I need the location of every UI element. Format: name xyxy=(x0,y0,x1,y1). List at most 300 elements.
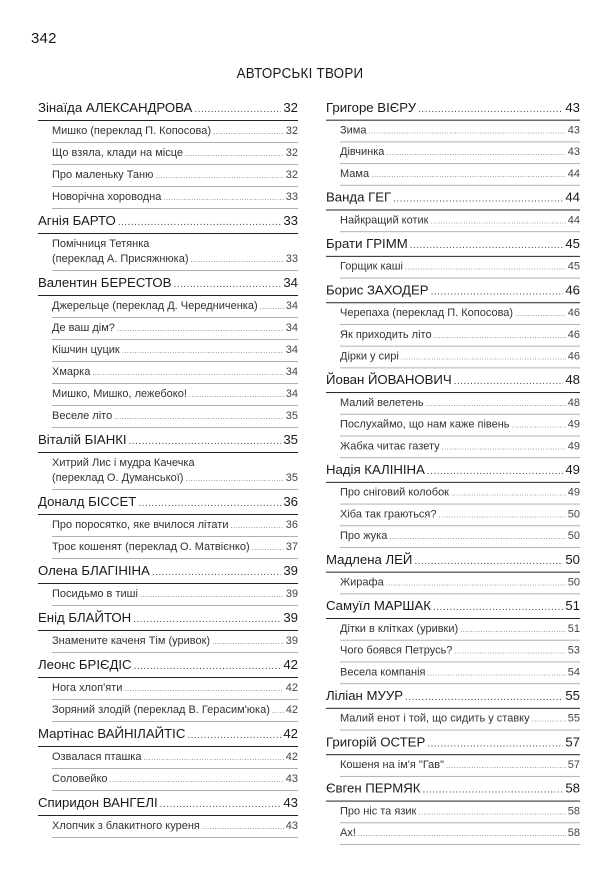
work-title-row xyxy=(52,124,298,139)
leader-dots xyxy=(194,98,281,122)
work-title-row xyxy=(340,213,580,228)
work-title: Хмарка xyxy=(52,366,91,378)
work-title-row xyxy=(52,409,298,424)
author-entry xyxy=(38,559,298,606)
author-line[interactable] xyxy=(326,731,580,756)
work-entry[interactable] xyxy=(340,483,580,505)
author-name: Ванда ГЕГ xyxy=(326,189,392,205)
work-entry[interactable] xyxy=(52,340,298,362)
work-title-row xyxy=(340,712,580,727)
work-title-row xyxy=(340,508,580,523)
author-name: Агнія БАРТО xyxy=(38,213,116,228)
work-entry[interactable] xyxy=(340,325,580,347)
work-title-row xyxy=(52,540,298,555)
work-entry[interactable] xyxy=(340,823,580,845)
leader-dots xyxy=(405,260,566,275)
work-page-number: 53 xyxy=(567,644,580,657)
work-entry[interactable] xyxy=(52,747,298,769)
leader-dots xyxy=(451,486,566,501)
work-title-row xyxy=(52,587,298,602)
work-entry[interactable] xyxy=(52,384,298,406)
leader-dots xyxy=(442,439,566,454)
leader-dots xyxy=(433,596,563,620)
work-page-number: 34 xyxy=(285,366,298,378)
work-entry[interactable] xyxy=(52,678,298,700)
author-name: Спиридон ВАНГЕЛІ xyxy=(38,795,158,810)
author-line[interactable] xyxy=(38,559,298,584)
leader-dots xyxy=(389,529,565,544)
author-entry xyxy=(326,96,580,186)
leader-dots xyxy=(152,561,281,585)
work-page-number: 34 xyxy=(285,322,298,334)
author-entry xyxy=(326,594,580,684)
work-title-row xyxy=(52,299,298,314)
work-entry[interactable] xyxy=(340,662,580,684)
author-name: Олена БЛАГІНІНА xyxy=(38,563,150,578)
author-line[interactable] xyxy=(38,271,298,296)
work-entry[interactable] xyxy=(340,164,580,186)
work-title-row xyxy=(340,826,580,841)
author-entry xyxy=(326,232,580,278)
author-entry xyxy=(38,428,298,490)
work-page-number: 51 xyxy=(567,622,580,635)
author-line[interactable] xyxy=(38,606,298,631)
author-name: Зінаїда АЛЕКСАНДРОВА xyxy=(38,100,193,115)
author-line[interactable] xyxy=(326,548,580,573)
work-title-row xyxy=(52,252,298,267)
work-title: Що взяла, клади на місце xyxy=(52,147,183,159)
work-page-number: 42 xyxy=(285,704,298,716)
author-line[interactable] xyxy=(38,96,298,121)
work-title-row xyxy=(52,387,298,402)
works-list xyxy=(340,709,580,731)
work-title: Найкращий котик xyxy=(340,214,429,227)
work-page-number: 37 xyxy=(285,541,298,553)
work-entry[interactable] xyxy=(52,318,298,340)
work-title: Як приходить літо xyxy=(340,328,432,341)
work-entry[interactable] xyxy=(340,303,580,325)
work-page-number: 32 xyxy=(285,147,298,159)
works-list xyxy=(52,631,298,653)
work-title: Нога хлоп'яти xyxy=(52,682,123,694)
work-entry[interactable] xyxy=(52,769,298,791)
author-page-number: 36 xyxy=(283,494,298,509)
leader-dots xyxy=(368,124,565,139)
leader-dots xyxy=(427,665,565,680)
work-title-row xyxy=(52,819,298,834)
work-title: Кішчин цуцик xyxy=(52,344,120,356)
author-name: Євген ПЕРМЯК xyxy=(326,780,421,796)
leader-dots xyxy=(386,576,566,591)
author-line[interactable] xyxy=(38,722,298,747)
leader-dots xyxy=(439,508,566,523)
leader-dots xyxy=(230,518,283,533)
leader-dots xyxy=(138,492,281,516)
author-page-number: 51 xyxy=(565,598,580,614)
work-title: Про ніс та язик xyxy=(340,805,417,818)
works-list xyxy=(340,121,580,186)
work-title-row xyxy=(52,703,298,718)
work-page-number: 35 xyxy=(285,472,298,484)
toc-left-column xyxy=(38,96,298,838)
work-page-number: 50 xyxy=(567,508,580,521)
leader-dots xyxy=(185,146,284,161)
work-entry[interactable] xyxy=(340,709,580,731)
leader-dots xyxy=(393,188,563,212)
work-title: Ах! xyxy=(340,827,356,840)
author-name: Доналд БІССЕТ xyxy=(38,494,137,509)
work-entry[interactable] xyxy=(52,406,298,428)
leader-dots xyxy=(430,213,565,228)
work-entry[interactable] xyxy=(52,700,298,722)
work-title-row xyxy=(340,644,580,659)
work-entry[interactable] xyxy=(52,165,298,187)
leader-dots xyxy=(446,758,566,773)
work-title-row xyxy=(340,486,580,501)
author-page-number: 39 xyxy=(283,563,298,578)
work-page-number: 57 xyxy=(567,759,580,771)
leader-dots xyxy=(454,370,564,394)
author-line[interactable] xyxy=(326,458,580,483)
work-title: Малий енот і той, що сидить у ставку xyxy=(340,712,530,725)
work-title-row xyxy=(52,146,298,161)
author-entry xyxy=(326,731,580,777)
work-title: Хіба так граються? xyxy=(340,508,437,521)
author-line[interactable] xyxy=(326,777,580,802)
author-name: Григоре ВІЄРУ xyxy=(326,99,417,115)
leader-dots xyxy=(122,343,284,358)
author-name: Мартінас ВАЙНІЛАЙТІС xyxy=(38,726,186,741)
work-title-row xyxy=(340,576,580,591)
leader-dots xyxy=(515,306,566,321)
work-entry[interactable] xyxy=(52,816,298,838)
leader-dots xyxy=(418,805,565,820)
work-page-number: 43 xyxy=(285,773,298,785)
author-page-number: 43 xyxy=(565,99,580,115)
work-title: Черепаха (переклад П. Копосова) xyxy=(340,307,514,320)
work-page-number: 39 xyxy=(285,635,298,647)
work-title: Озвалася пташка xyxy=(52,751,142,763)
work-page-number: 55 xyxy=(567,712,580,725)
work-title: Мишко (переклад П. Копосова) xyxy=(52,125,212,137)
author-line[interactable] xyxy=(38,653,298,678)
author-entry xyxy=(326,186,580,232)
work-title: Посидьмо в тиші xyxy=(52,588,138,600)
leader-dots xyxy=(114,409,284,424)
work-title-row xyxy=(340,665,580,680)
leader-dots xyxy=(401,350,566,365)
leader-dots xyxy=(422,779,563,803)
author-entry xyxy=(326,684,580,730)
work-page-number: 35 xyxy=(285,410,298,422)
author-name: Ліліан МУУР xyxy=(326,688,404,703)
work-entry[interactable] xyxy=(340,755,580,777)
author-entry xyxy=(38,606,298,653)
leader-dots xyxy=(414,550,563,574)
author-page-number: 42 xyxy=(283,657,298,672)
work-page-number: 54 xyxy=(567,666,580,679)
works-list xyxy=(52,678,298,722)
author-line[interactable] xyxy=(326,96,580,121)
work-entry[interactable] xyxy=(52,631,298,653)
work-title: Мама xyxy=(340,168,370,180)
work-title-row xyxy=(52,365,298,380)
work-page-number: 34 xyxy=(285,388,298,400)
leader-dots xyxy=(386,145,565,160)
author-name: Йован ЙОВАНОВИЧ xyxy=(326,372,452,388)
work-page-number: 42 xyxy=(285,682,298,694)
work-entry[interactable] xyxy=(340,573,580,595)
leader-dots xyxy=(431,281,564,305)
work-page-number: 44 xyxy=(567,214,580,227)
works-list xyxy=(340,483,580,548)
work-title-row xyxy=(340,439,580,454)
work-page-number: 43 xyxy=(567,146,580,159)
author-line[interactable] xyxy=(38,428,298,453)
author-line[interactable] xyxy=(326,684,580,709)
work-title: (переклад А. Присяжнюка) xyxy=(52,253,189,265)
work-title: Знамените каченя Тім (уривок) xyxy=(52,635,211,647)
work-title: Хитрий Лис і мудра Качечка xyxy=(52,457,195,469)
work-title-row xyxy=(52,168,298,183)
work-title-row xyxy=(340,805,580,820)
work-title: Хлопчик з блакитного куреня xyxy=(52,820,200,832)
author-entry xyxy=(38,653,298,722)
work-page-number: 48 xyxy=(567,396,580,409)
work-entry[interactable] xyxy=(340,641,580,663)
leader-dots xyxy=(140,587,284,602)
work-entry[interactable] xyxy=(52,362,298,384)
leader-dots xyxy=(187,724,281,748)
author-page-number: 55 xyxy=(565,688,580,703)
author-page-number: 33 xyxy=(283,213,298,228)
work-entry[interactable] xyxy=(340,210,580,232)
author-name: Енід БЛАЙТОН xyxy=(38,610,132,625)
work-page-number: 42 xyxy=(285,751,298,763)
leader-dots xyxy=(426,396,566,411)
work-entry[interactable] xyxy=(340,415,580,437)
work-entry[interactable] xyxy=(340,802,580,824)
work-entry[interactable] xyxy=(52,187,298,209)
work-title: Чого боявся Петрусь? xyxy=(340,644,453,657)
work-entry[interactable] xyxy=(340,619,580,641)
work-title-row xyxy=(52,343,298,358)
work-title-row xyxy=(52,518,298,533)
work-entry[interactable] xyxy=(340,142,580,164)
work-title-row xyxy=(340,124,580,139)
work-title: Жабка читає газету xyxy=(340,440,440,453)
author-page-number: 58 xyxy=(565,780,580,796)
work-page-number: 44 xyxy=(567,168,580,180)
author-line[interactable] xyxy=(326,279,580,304)
leader-dots xyxy=(92,365,283,380)
leader-dots xyxy=(185,471,283,486)
work-entry[interactable] xyxy=(52,537,298,559)
work-page-number: 58 xyxy=(567,805,580,818)
author-line[interactable] xyxy=(38,490,298,515)
work-title-row xyxy=(52,237,298,252)
work-entry[interactable] xyxy=(340,347,580,369)
work-title: Дітки в клітках (уривки) xyxy=(340,622,459,635)
work-title-row xyxy=(340,306,580,321)
leader-dots xyxy=(418,98,563,122)
works-list xyxy=(340,619,580,684)
works-list xyxy=(52,296,298,428)
author-page-number: 39 xyxy=(283,610,298,625)
leader-dots xyxy=(260,299,284,314)
author-line[interactable] xyxy=(326,594,580,619)
work-title-row xyxy=(340,145,580,160)
work-title-row xyxy=(52,321,298,336)
work-title-row xyxy=(52,750,298,765)
author-page-number: 46 xyxy=(565,282,580,298)
work-entry[interactable] xyxy=(340,257,580,279)
work-title: Жирафа xyxy=(340,576,384,589)
work-title: Помічниця Тетянка xyxy=(52,238,150,250)
works-list xyxy=(52,747,298,791)
author-page-number: 34 xyxy=(283,275,298,290)
work-page-number: 34 xyxy=(285,300,298,312)
author-page-number: 48 xyxy=(565,372,580,388)
work-entry[interactable] xyxy=(52,143,298,165)
author-name: Мадлена ЛЕЙ xyxy=(326,551,413,567)
author-page-number: 35 xyxy=(283,432,298,447)
work-page-number: 58 xyxy=(567,827,580,840)
work-title: Про жука xyxy=(340,530,388,543)
leader-dots xyxy=(134,655,282,679)
work-title: Малий велетень xyxy=(340,396,424,409)
work-title: Джерельце (переклад Д. Чередниченка) xyxy=(52,300,258,312)
works-list xyxy=(340,802,580,845)
works-list xyxy=(340,303,580,368)
author-entry xyxy=(326,368,580,458)
works-list xyxy=(52,584,298,606)
works-list xyxy=(52,121,298,209)
work-title: Троє кошенят (переклад О. Матвієнко) xyxy=(52,541,250,553)
leader-dots xyxy=(272,703,284,718)
leader-dots xyxy=(118,211,282,235)
work-title-row xyxy=(340,418,580,433)
leader-dots xyxy=(512,418,566,433)
work-entry[interactable] xyxy=(340,526,580,548)
leader-dots xyxy=(434,328,566,343)
leader-dots xyxy=(160,793,282,817)
author-entry xyxy=(38,722,298,791)
work-entry[interactable] xyxy=(52,121,298,143)
author-page-number: 43 xyxy=(283,795,298,810)
work-entry[interactable] xyxy=(52,453,298,490)
author-line[interactable] xyxy=(326,232,580,257)
work-page-number: 32 xyxy=(285,169,298,181)
toc-right-column xyxy=(326,96,580,845)
work-page-number: 50 xyxy=(567,576,580,589)
leader-dots xyxy=(191,252,284,267)
work-title: Про маленьку Таню xyxy=(52,169,154,181)
work-title-row xyxy=(52,772,298,787)
work-title: Зоряний злодій (переклад В. Герасим'юка) xyxy=(52,704,270,716)
work-title-row xyxy=(340,758,580,773)
leader-dots xyxy=(410,234,564,258)
work-page-number: 33 xyxy=(285,253,298,265)
author-name: Надія КАЛІНІНА xyxy=(326,462,425,477)
work-entry[interactable] xyxy=(340,121,580,143)
work-entry[interactable] xyxy=(52,584,298,606)
work-page-number: 43 xyxy=(285,820,298,832)
leader-dots xyxy=(163,190,283,205)
author-entry xyxy=(38,96,298,209)
work-page-number: 46 xyxy=(567,328,580,341)
author-name: Леонс БРІЄДІС xyxy=(38,657,132,672)
work-entry[interactable] xyxy=(52,296,298,318)
author-line[interactable] xyxy=(326,368,580,393)
work-title: Кошеня на ім'я "Гав" xyxy=(340,759,445,771)
work-page-number: 32 xyxy=(285,125,298,137)
work-title: Весела компанія xyxy=(340,666,426,679)
author-entry xyxy=(326,279,580,369)
leader-dots xyxy=(213,124,284,139)
work-entry[interactable] xyxy=(340,393,580,415)
work-title-row xyxy=(52,456,298,471)
author-entry xyxy=(38,271,298,428)
work-title: Зима xyxy=(340,124,367,137)
author-name: Борис ЗАХОДЕР xyxy=(326,282,429,298)
leader-dots xyxy=(189,387,284,402)
author-page-number: 42 xyxy=(283,726,298,741)
works-list xyxy=(340,210,580,232)
author-line[interactable] xyxy=(38,209,298,234)
work-title-row xyxy=(340,396,580,411)
work-entry[interactable] xyxy=(340,436,580,458)
author-entry xyxy=(326,548,580,594)
leader-dots xyxy=(454,644,565,659)
work-title-row xyxy=(340,260,580,275)
work-title-row xyxy=(340,328,580,343)
work-title: Послухаймо, що нам каже півень xyxy=(340,418,510,431)
work-title-row xyxy=(340,529,580,544)
work-title: Дірки у сирі xyxy=(340,350,399,363)
work-page-number: 36 xyxy=(285,519,298,531)
work-page-number: 49 xyxy=(567,486,580,499)
work-entry[interactable] xyxy=(52,515,298,537)
work-title: Мишко, Мишко, лежебоко! xyxy=(52,388,187,400)
works-list xyxy=(340,573,580,595)
author-line[interactable] xyxy=(326,186,580,211)
work-page-number: 45 xyxy=(567,260,580,273)
author-name: Віталій БІАНКІ xyxy=(38,432,127,447)
leader-dots xyxy=(252,540,284,555)
leader-dots xyxy=(202,819,284,834)
work-title-row xyxy=(52,634,298,649)
works-list xyxy=(52,234,298,271)
work-page-number: 46 xyxy=(567,350,580,363)
works-list xyxy=(52,453,298,490)
work-title-row xyxy=(340,167,580,182)
work-title-row xyxy=(52,190,298,205)
work-title-row xyxy=(52,471,298,486)
leader-dots xyxy=(129,430,282,454)
work-title: Соловейко xyxy=(52,773,108,785)
work-entry[interactable] xyxy=(340,505,580,527)
work-entry[interactable] xyxy=(52,234,298,271)
work-title: (переклад О. Думанської) xyxy=(52,472,184,484)
author-name: Григорій ОСТЕР xyxy=(326,734,426,750)
leader-dots xyxy=(427,460,563,484)
work-title: Про поросятко, яке вчилося літати xyxy=(52,519,229,531)
author-line[interactable] xyxy=(38,791,298,816)
author-entry xyxy=(326,458,580,548)
leader-dots xyxy=(117,321,284,336)
author-page-number: 45 xyxy=(565,236,580,251)
